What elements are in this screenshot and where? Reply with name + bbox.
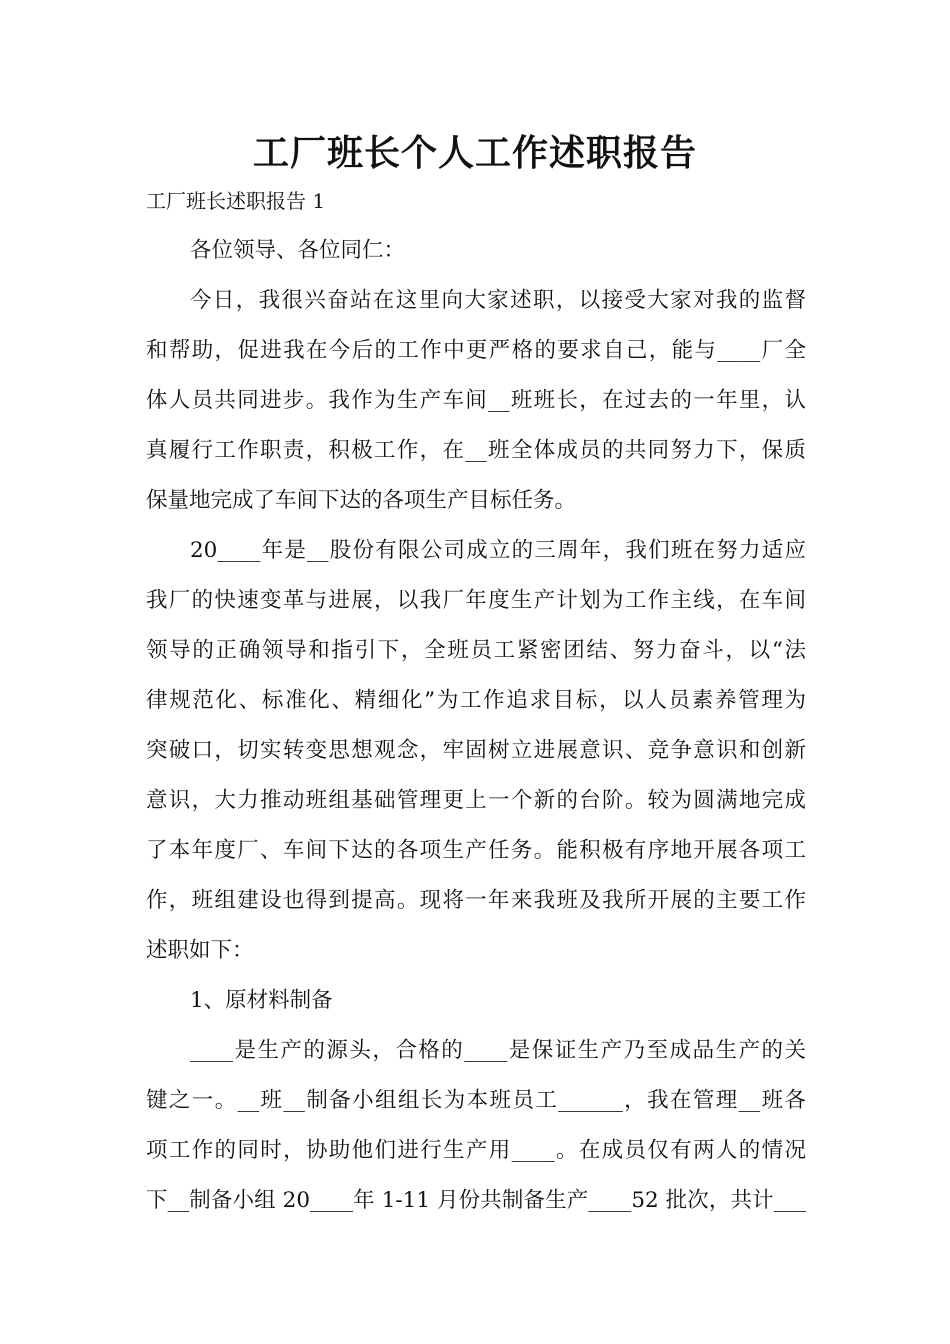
paragraph-line: 体人员共同进步。我作为生产车间__班班长，在过去的一年里，认 xyxy=(146,388,806,413)
section-heading: 1、原材料制备 xyxy=(190,988,333,1013)
paragraph-line: 了本年度厂、车间下达的各项生产任务。能积极有序地开展各项工 xyxy=(146,838,806,863)
paragraph-line: 述职如下： xyxy=(146,938,254,963)
paragraph-line: 项工作的同时，协助他们进行生产用____。在成员仅有两人的情况 xyxy=(146,1138,806,1163)
paragraph-line: 我厂的快速变革与进展，以我厂年度生产计划为工作主线，在车间 xyxy=(146,588,806,613)
paragraph-line: 律规范化、标准化、精细化”为工作追求目标，以人员素养管理为 xyxy=(146,688,806,713)
greeting-line: 各位领导、各位同仁： xyxy=(190,238,406,263)
paragraph-line: 下__制备小组 20____年 1-11 月份共制备生产____52 批次，共计___ xyxy=(146,1188,806,1213)
paragraph-line: ____是生产的源头，合格的____是保证生产乃至成品生产的关 xyxy=(190,1038,806,1063)
document-subtitle: 工厂班长述职报告 1 xyxy=(146,189,326,213)
paragraph-line: 今日，我很兴奋站在这里向大家述职，以接受大家对我的监督 xyxy=(190,288,806,313)
paragraph-line: 意识，大力推动班组基础管理更上一个新的台阶。较为圆满地完成 xyxy=(146,788,806,813)
paragraph-line: 真履行工作职责，积极工作，在__班全体成员的共同努力下，保质 xyxy=(146,438,806,463)
paragraph-line: 突破口，切实转变思想观念，牢固树立进展意识、竞争意识和创新 xyxy=(146,738,806,763)
paragraph-line: 键之一。__班__制备小组组长为本班员工______，我在管理__班各 xyxy=(146,1088,806,1113)
paragraph-line: 保量地完成了车间下达的各项生产目标任务。 xyxy=(146,488,577,513)
paragraph-line: 领导的正确领导和指引下，全班员工紧密团结、努力奋斗，以“法 xyxy=(146,638,806,663)
document-title: 工厂班长个人工作述职报告 xyxy=(252,132,697,174)
paragraph-line: 20____年是__股份有限公司成立的三周年，我们班在努力适应 xyxy=(190,538,806,563)
paragraph-line: 和帮助，促进我在今后的工作中更严格的要求自己，能与____厂全 xyxy=(146,338,806,363)
paragraph-line: 作，班组建设也得到提高。现将一年来我班及我所开展的主要工作 xyxy=(146,888,806,913)
